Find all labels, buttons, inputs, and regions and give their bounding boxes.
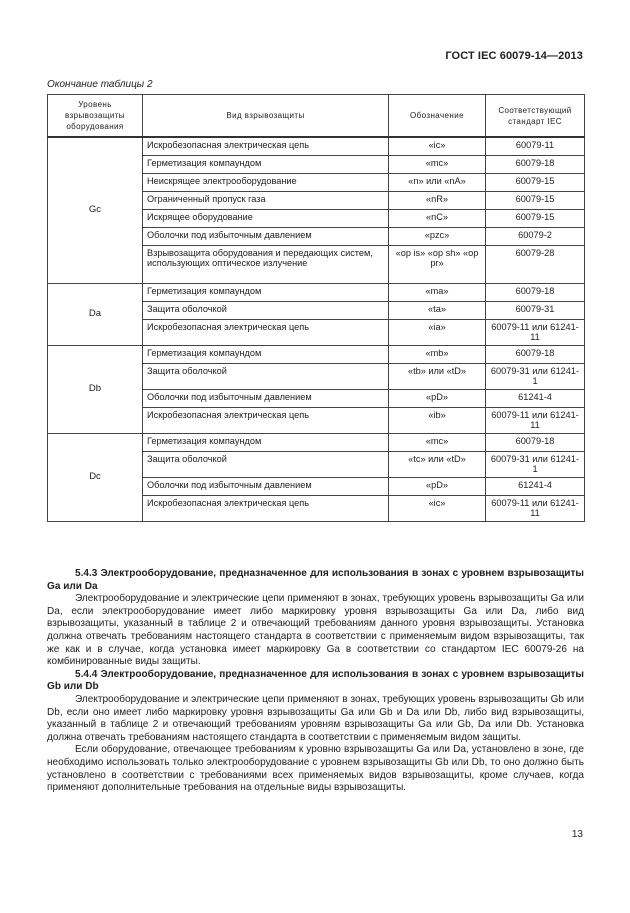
standard-cell: 60079-15	[486, 209, 585, 227]
protection-kind-cell: Защита оболочкой	[143, 363, 389, 389]
standard-cell: 60079-18	[486, 283, 585, 301]
protection-kind-cell: Герметизация компаундом	[143, 345, 389, 363]
standard-cell: 60079-15	[486, 173, 585, 191]
table-row	[48, 433, 585, 451]
table-row	[48, 137, 585, 155]
column-header-code: Обозначение	[389, 95, 486, 138]
protection-kind-cell: Оболочки под избыточным давлением	[143, 477, 389, 495]
protection-kind-cell: Искробезопасная электрическая цепь	[143, 495, 389, 521]
protection-kind-cell: Герметизация компаундом	[143, 155, 389, 173]
standard-cell: 60079-18	[486, 155, 585, 173]
protection-kind-cell: Ограниченный пропуск газа	[143, 191, 389, 209]
standard-cell: 60079-11 или 61241-11	[486, 319, 585, 345]
table-body	[48, 137, 585, 521]
standard-cell: 61241-4	[486, 389, 585, 407]
section-heading: 5.4.4 Электрооборудование, предназначенное для использования в зонах с уровнем взрывозащиты Gb или Db	[47, 668, 584, 693]
protection-kind-cell: Герметизация компаундом	[143, 433, 389, 451]
standard-cell: 60079-11 или 61241-11	[486, 495, 585, 521]
designation-cell: «nC»	[389, 209, 486, 227]
protection-kind-cell: Оболочки под избыточным давлением	[143, 389, 389, 407]
standard-cell: 60079-11 или 61241-11	[486, 407, 585, 433]
standard-cell: 60079-15	[486, 191, 585, 209]
column-header-standard: Соответствующий стандарт IEC	[486, 95, 585, 138]
standard-cell: 60079-31 или 61241-1	[486, 451, 585, 477]
paragraph: Если оборудование, отвечающее требованиям к уровню взрывозащиты Ga или Da, установлено в зоне, где необходимо использовать только электрооборудование с уровнем взрывозащиты Gb или Db, то оно должно быть установлено в соответствии с требованиями всех применяемых видов взрывозащиты, кроме случаев, когда применяют дополнительные требования на отдельные виды взрывозащиты.	[47, 744, 584, 794]
document-code: ГОСТ IEC 60079-14—2013	[445, 50, 583, 62]
protection-kind-cell: Искробезопасная электрическая цепь	[143, 407, 389, 433]
standard-cell: 60079-31 или 61241-1	[486, 363, 585, 389]
designation-cell: «pD»	[389, 389, 486, 407]
protection-kind-cell: Искробезопасная электрическая цепь	[143, 137, 389, 155]
protection-kind-cell: Взрывозащита оборудования и передающих систем, использующих оптическое излучение	[143, 245, 389, 283]
standard-cell: 60079-18	[486, 345, 585, 363]
body-text	[47, 568, 584, 795]
column-header-level: Уровень взрывозащиты оборудования	[48, 95, 143, 138]
standard-cell: 60079-2	[486, 227, 585, 245]
protection-kind-cell: Неискрящее электрооборудование	[143, 173, 389, 191]
protection-level-cell: Db	[48, 345, 143, 433]
protection-kind-cell: Защита оболочкой	[143, 451, 389, 477]
column-header-kind: Вид взрывозащиты	[143, 95, 389, 138]
standard-cell: 60079-28	[486, 245, 585, 283]
protection-level-cell: Da	[48, 283, 143, 345]
standard-cell: 60079-31	[486, 301, 585, 319]
page-number: 13	[571, 829, 583, 840]
standard-cell: 60079-18	[486, 433, 585, 451]
table-header-row	[48, 95, 585, 138]
protection-kind-cell: Искробезопасная электрическая цепь	[143, 319, 389, 345]
designation-cell: «ta»	[389, 301, 486, 319]
protection-kind-cell: Герметизация компаундом	[143, 283, 389, 301]
designation-cell: «pD»	[389, 477, 486, 495]
protection-kind-cell: Оболочки под избыточным давлением	[143, 227, 389, 245]
designation-cell: «ic»	[389, 495, 486, 521]
designation-cell: «tb» или «tD»	[389, 363, 486, 389]
designation-cell: «ic»	[389, 137, 486, 155]
paragraph: Электрооборудование и электрические цепи применяют в зонах, требующих уровень взрывозащиты Ga или Da, если электрооборудование имеет либо маркировку уровня взрывозащиты Ga или Da, либо вид взрывозащиты, указанный в таблице 2 и отвечающий требованиям данного уровня взрывозащиты. Установка должна отвечать требованиям настоящего стандарта в соответствии с применяемым видом взрывозащиты, так же как и в случае, когда установка имеет маркировку Ga в соответствии со стандартом IEC 60079-26 на комбинированные виды защиты.	[47, 593, 584, 668]
designation-cell: «n» или «nA»	[389, 173, 486, 191]
designation-cell: «nR»	[389, 191, 486, 209]
protection-kind-cell: Защита оболочкой	[143, 301, 389, 319]
designation-cell: «ma»	[389, 283, 486, 301]
designation-cell: «pzc»	[389, 227, 486, 245]
table-row	[48, 345, 585, 363]
paragraph: Электрооборудование и электрические цепи применяют в зонах, требующих уровень взрывозащиты Gb или Db, если оно имеет либо маркировку уровня взрывозащиты Ga или Gb и Da или Db, либо вид взрывозащиты, указанный в таблице 2 и отвечающий требованиям уровням взрывозащиты Ga или Gb, Da или Db. Установка должна отвечать требованиям настоящего стандарта в соответствии с применяемым видом защиты.	[47, 693, 584, 743]
table-caption: Окончание таблицы 2	[47, 79, 153, 90]
table-row	[48, 283, 585, 301]
protection-kind-cell: Искрящее оборудование	[143, 209, 389, 227]
designation-cell: «mb»	[389, 345, 486, 363]
designation-cell: «op is» «op sh» «op pr»	[389, 245, 486, 283]
standard-cell: 60079-11	[486, 137, 585, 155]
designation-cell: «ib»	[389, 407, 486, 433]
designation-cell: «tc» или «tD»	[389, 451, 486, 477]
protection-table	[47, 94, 585, 522]
section-heading: 5.4.3 Электрооборудование, предназначенное для использования в зонах с уровнем взрывозащиты Ga или Da	[47, 568, 584, 592]
standard-cell: 61241-4	[486, 477, 585, 495]
designation-cell: «mc»	[389, 155, 486, 173]
designation-cell: «mc»	[389, 433, 486, 451]
protection-level-cell: Gc	[48, 137, 143, 283]
designation-cell: «ia»	[389, 319, 486, 345]
protection-level-cell: Dc	[48, 433, 143, 521]
